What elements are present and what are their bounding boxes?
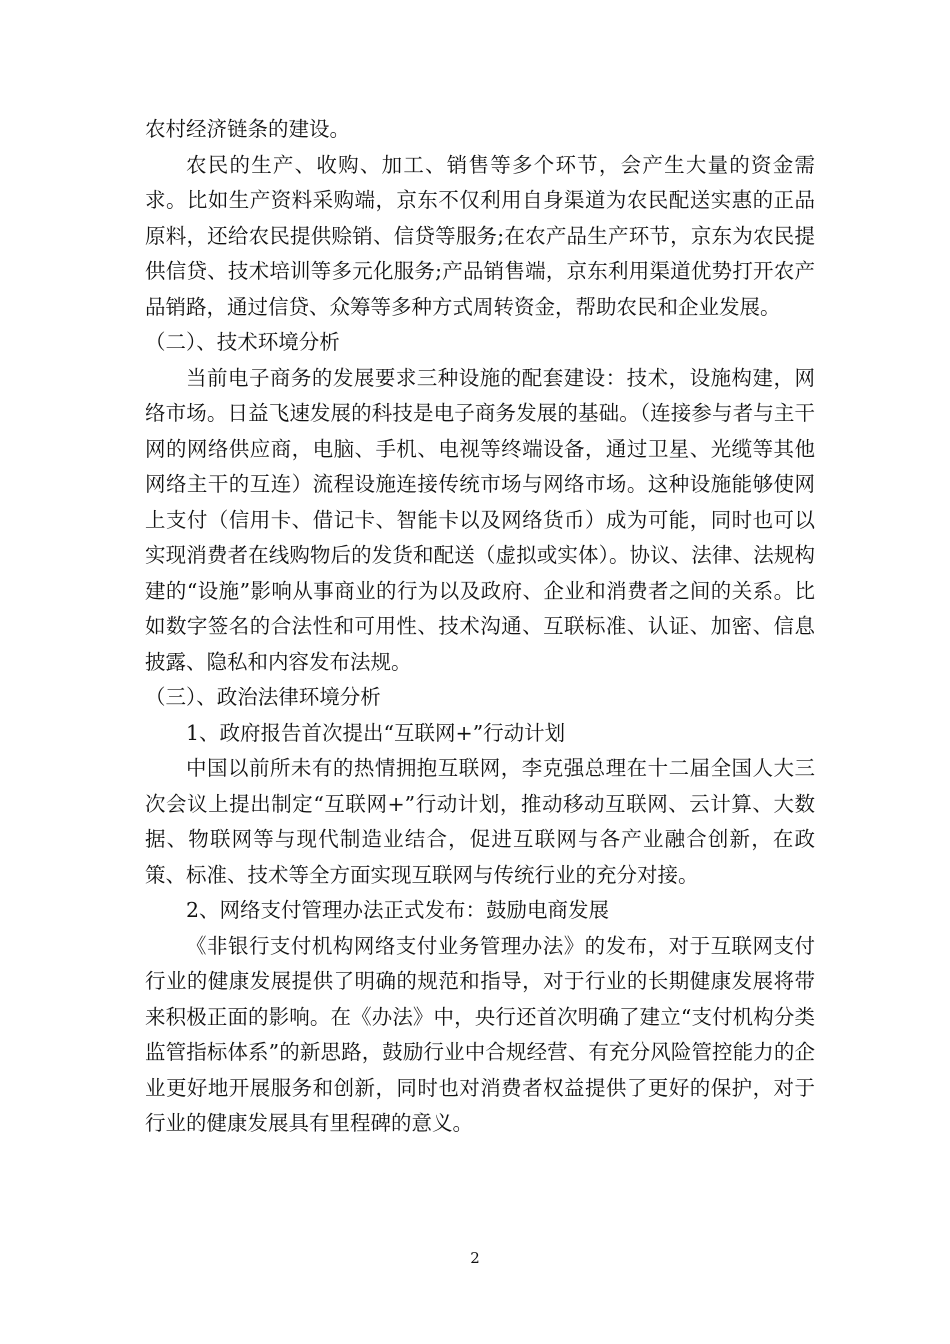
- page-number: 2: [470, 1249, 480, 1267]
- paragraph-funding-needs: 农民的生产、收购、加工、销售等多个环节，会产生大量的资金需求。比如生产资料采购端，京东不仅利用自身渠道为农民配送实惠的正品原料，还给农民提供赊销、信贷等服务;在农产品生产环节，京东为农民提供信贷、技术培训等多元化服务;产品销售端，京东利用渠道优势打开农产品销路，通过信贷、众筹等多种方式周转资金，帮助农民和企业发展。: [145, 152, 815, 319]
- section-heading-technology: （二）、技术环境分析: [145, 330, 340, 354]
- paragraph-payment-rules: 《非银行支付机构网络支付业务管理办法》的发布，对于互联网支付行业的健康发展提供了明确的规范和指导，对于行业的长期健康发展将带来积极正面的影响。在《办法》中，央行还首次明确了建立“支付机构分类监管指标体系”的新思路，鼓励行业中合规经营、有充分风险管控能力的企业更好地开展服务和创新，同时也对消费者权益提供了更好的保护，对于行业的健康发展具有里程碑的意义。: [145, 933, 815, 1135]
- subheading-payment-rules: 2、网络支付管理办法正式发布：鼓励电商发展: [186, 898, 610, 922]
- paragraph-internet-plus: 中国以前所未有的热情拥抱互联网，李克强总理在十二届全国人大三次会议上提出制定“互联网+”行动计划，推动移动互联网、云计算、大数据、物联网等与现代制造业结合，促进互联网与各产业融合创新，在政策、标准、技术等全方面实现互联网与传统行业的充分对接。: [145, 756, 815, 887]
- paragraph-technology: 当前电子商务的发展要求三种设施的配套建设：技术，设施构建，网络市场。日益飞速发展的科技是电子商务发展的基础。（连接参与者与主干网的网络供应商，电脑、手机、电视等终端设备，通过卫星、光缆等其他网络主干的互连）流程设施连接传统市场与网络市场。这种设施能够使网上支付（信用卡、借记卡、智能卡以及网络货币）成为可能，同时也可以实现消费者在线购物后的发货和配送（虚拟或实体）。协议、法律、法规构建的“设施”影响从事商业的行为以及政府、企业和消费者之间的关系。比如数字签名的合法性和可用性、技术沟通、互联标准、认证、加密、信息披露、隐私和内容发布法规。: [145, 365, 815, 674]
- document-body: [145, 112, 815, 1142]
- subheading-internet-plus: 1、政府报告首次提出“互联网+”行动计划: [186, 720, 566, 745]
- section-heading-policy-law: （三）、政治法律环境分析: [145, 685, 381, 709]
- paragraph-continuation: 农村经济链条的建设。: [145, 117, 350, 141]
